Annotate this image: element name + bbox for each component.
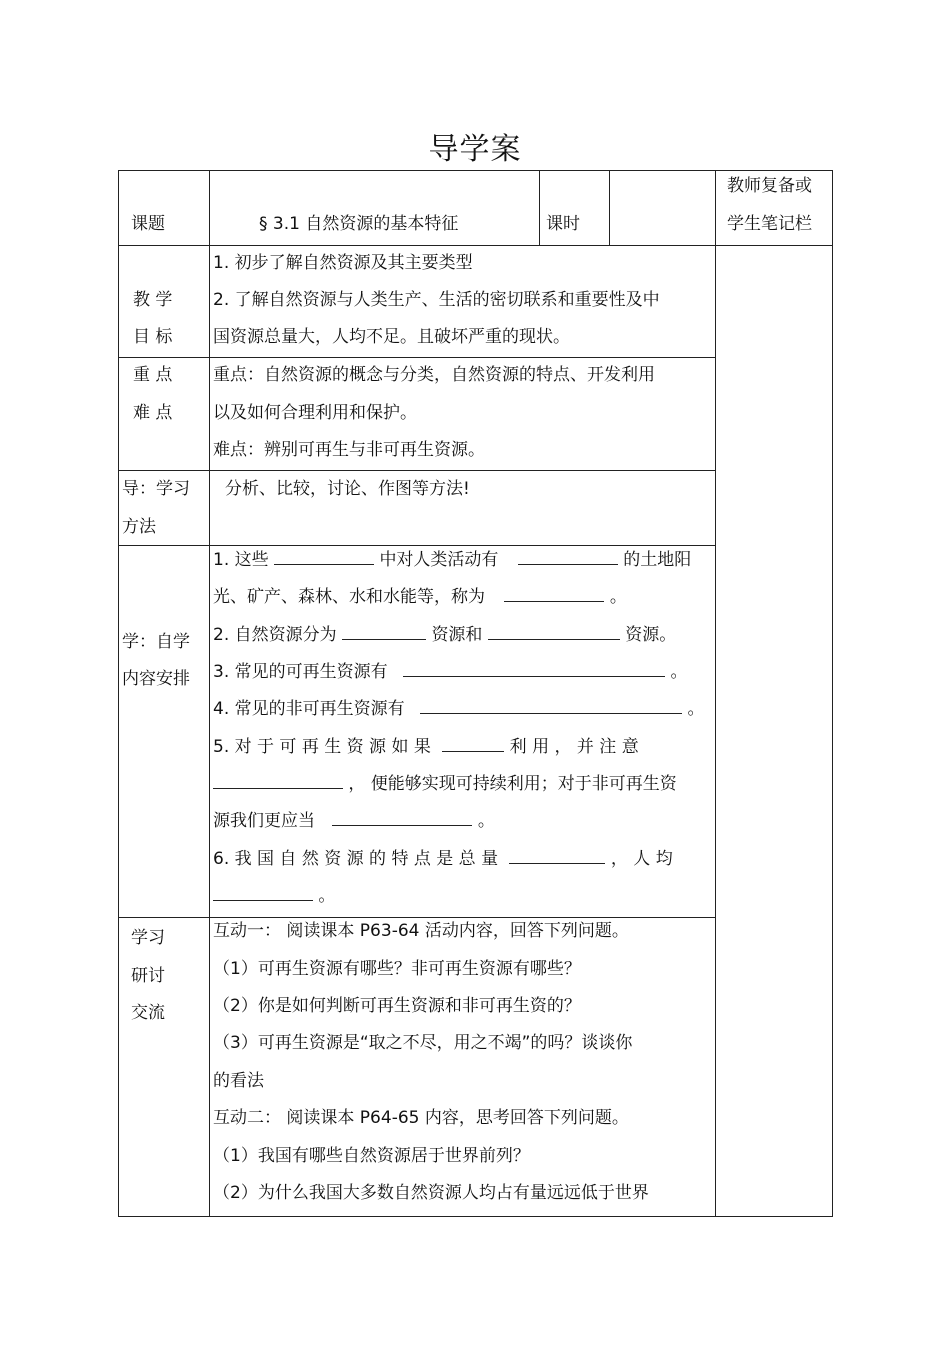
question-text: ， 便能够实现可持续利用；对于非可再生资 — [348, 774, 677, 794]
answer-blank[interactable] — [213, 772, 343, 789]
discussion-line: （1）我国有哪些自然资源居于世界前列？ — [213, 1146, 530, 1166]
question-text: 。 — [609, 587, 627, 607]
question-text: 光、矿产、森林、水和水能等，称为 — [213, 587, 485, 607]
row-divider-objectives — [118, 357, 716, 358]
col-divider-label — [209, 170, 210, 1216]
question-4 — [213, 697, 704, 719]
objective-line: 国资源总量大，人均不足。且破坏严重的现状。 — [213, 327, 570, 347]
question-text: 2. 自然资源分为 — [213, 625, 337, 645]
answer-blank[interactable] — [274, 548, 374, 565]
keypoint-line: 以及如何合理利用和保护。 — [213, 403, 417, 423]
answer-blank[interactable] — [504, 585, 604, 602]
answer-blank[interactable] — [509, 847, 605, 864]
notes-column-label-1: 教师复备或 — [727, 176, 812, 196]
question-3 — [213, 660, 687, 682]
selfstudy-label-2: 内容安排 — [122, 669, 190, 689]
col-divider-notes — [715, 170, 716, 1216]
objectives-label-1: 教 学 — [133, 290, 173, 310]
question-text: 资源和 — [431, 625, 483, 645]
question-1-cont — [213, 585, 627, 607]
table-border-right — [832, 170, 833, 1216]
question-1 — [213, 548, 691, 570]
question-text: 源我们更应当 — [213, 811, 315, 831]
keypoints-label-1: 重 点 — [133, 365, 173, 385]
table-border-bottom — [118, 1216, 833, 1217]
question-text: 1. 这些 — [213, 550, 269, 570]
question-text: 利 用 ， 并 注 意 — [509, 737, 639, 757]
discussion-line: （2）为什么我国大多数自然资源人均占有量远远低于世界 — [213, 1183, 649, 1203]
topic-label: 课题 — [131, 214, 165, 234]
discussion-label-2: 研讨 — [131, 966, 165, 986]
question-text: 5. 对 于 可 再 生 资 源 如 果 — [213, 737, 431, 757]
answer-blank[interactable] — [332, 809, 472, 826]
discussion-line: 的看法 — [213, 1071, 264, 1091]
question-6-cont — [213, 884, 335, 906]
objectives-label-2: 目 标 — [133, 327, 173, 347]
answer-blank[interactable] — [488, 623, 620, 640]
question-2 — [213, 623, 676, 645]
document-title: 导学案 — [428, 132, 522, 167]
question-5-cont — [213, 772, 677, 794]
question-text: 4. 常见的非可再生资源有 — [213, 699, 405, 719]
table-border-top — [118, 170, 833, 171]
method-label-2: 方法 — [122, 517, 156, 537]
notes-column-label-2: 学生笔记栏 — [727, 214, 812, 234]
discussion-line: （3）可再生资源是“取之不尽，用之不竭”的吗？谈谈你 — [213, 1033, 633, 1053]
keypoints-label-2: 难 点 — [133, 403, 173, 423]
discussion-line: （1）可再生资源有哪些？非可再生资源有哪些？ — [213, 959, 581, 979]
question-text: 中对人类活动有 — [379, 550, 499, 570]
topic-value: § 3.1 自然资源的基本特征 — [259, 214, 459, 234]
table-border-left — [118, 170, 119, 1216]
objective-line: 2. 了解自然资源与人类生产、生活的密切联系和重要性及中 — [213, 290, 660, 310]
row-divider-keypoints — [118, 470, 716, 471]
question-text: 。 — [318, 886, 336, 906]
hours-label: 课时 — [546, 214, 580, 234]
answer-blank[interactable] — [420, 697, 682, 714]
question-text: 的土地阳 — [623, 550, 692, 570]
selfstudy-label-1: 学：自学 — [122, 632, 190, 652]
question-text: 资源。 — [625, 625, 677, 645]
answer-blank[interactable] — [213, 884, 313, 901]
row-divider-header — [118, 245, 833, 246]
objective-line: 1. 初步了解自然资源及其主要类型 — [213, 253, 473, 273]
discussion-label-3: 交流 — [131, 1003, 165, 1023]
keypoint-line: 重点：自然资源的概念与分类，自然资源的特点、开发利用 — [213, 365, 655, 385]
keypoint-line: 难点：辨别可再生与非可再生资源。 — [213, 440, 485, 460]
question-6 — [213, 847, 673, 869]
question-text: 6. 我 国 自 然 资 源 的 特 点 是 总 量 — [213, 849, 499, 869]
answer-blank[interactable] — [442, 735, 504, 752]
discussion-line: 互动一： 阅读课本 P63-64 活动内容，回答下列问题。 — [213, 921, 629, 941]
row-divider-selfstudy — [118, 917, 716, 918]
question-text: ， 人 均 — [610, 849, 673, 869]
question-text: 3. 常见的可再生资源有 — [213, 662, 388, 682]
answer-blank[interactable] — [518, 548, 618, 565]
col-divider-hours-right — [609, 170, 610, 245]
question-text: 。 — [477, 811, 495, 831]
row-divider-method — [118, 545, 716, 546]
method-text: 分析、比较，讨论、作图等方法! — [225, 479, 470, 499]
discussion-line: （2）你是如何判断可再生资源和非可再生资的？ — [213, 996, 581, 1016]
discussion-line: 互动二： 阅读课本 P64-65 内容，思考回答下列问题。 — [213, 1108, 629, 1128]
question-text: 。 — [670, 662, 688, 682]
answer-blank[interactable] — [342, 623, 426, 640]
question-5 — [213, 735, 639, 757]
col-divider-hours-left — [539, 170, 540, 245]
discussion-label-1: 学习 — [131, 928, 165, 948]
question-text: 。 — [687, 699, 705, 719]
question-5-cont — [213, 809, 495, 831]
method-label-1: 导：学习 — [122, 479, 190, 499]
answer-blank[interactable] — [403, 660, 665, 677]
